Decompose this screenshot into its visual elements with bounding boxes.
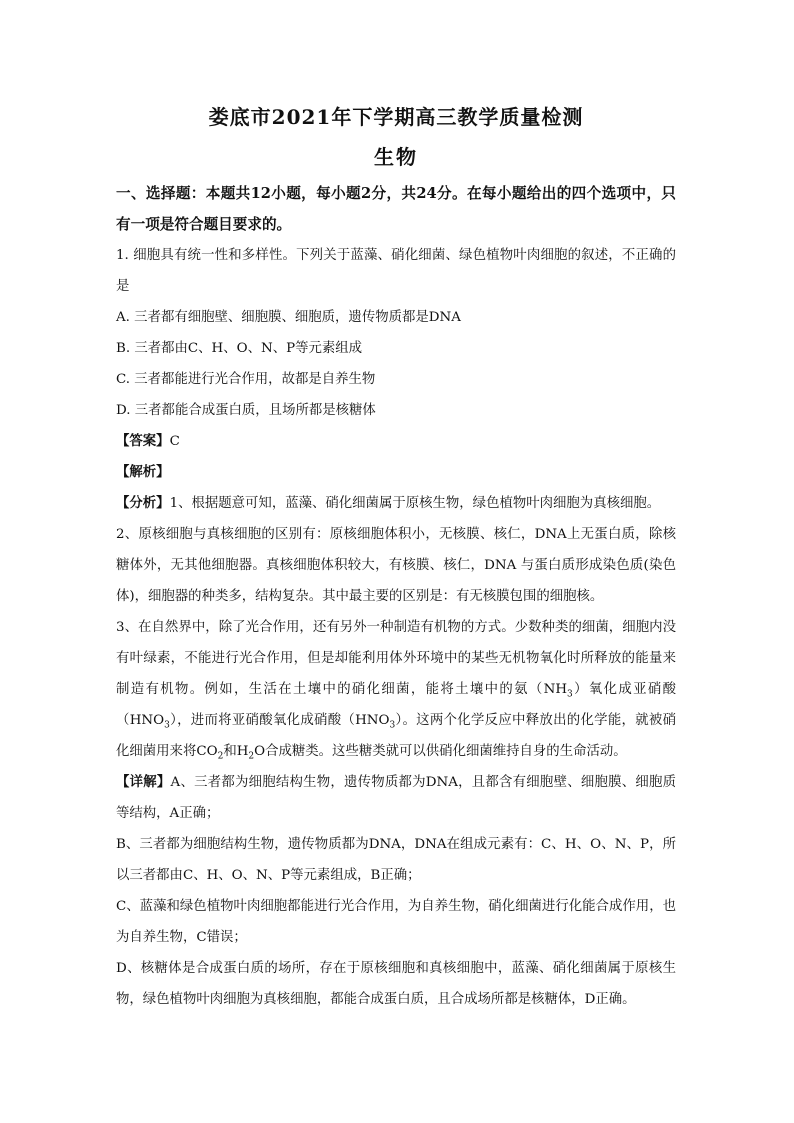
option-d: D. 三者都能合成蛋白质，且场所都是核糖体 (116, 403, 376, 418)
document-content (116, 102, 676, 1015)
answer-value: C (169, 434, 180, 449)
analysis-tag-line (116, 457, 676, 488)
detail-b: B、三者都为细胞结构生物，遗传物质都为DNA，DNA在组成元素有：C、H、O、N、P，所以三者都由C、H、O、N、P等元素组成，B正确； (116, 837, 676, 883)
fenxi-3-part-c: ），进而将亚硝酸氧化成硝酸（HNO (169, 713, 390, 728)
fenxi-point-1 (116, 488, 676, 519)
analysis-tag: 【解析】 (116, 464, 170, 480)
subscript: 3 (389, 720, 396, 731)
section-heading: 一、选择题：本题共12小题，每小题2分，共24分。在每小题给出的四个选项中，只有一项是符合题目要求的。 (116, 185, 676, 233)
option-c: C. 三者都能进行光合作用，故都是自养生物 (116, 372, 376, 387)
subscript: 3 (567, 689, 573, 700)
answer-tag: 【答案】 (116, 433, 170, 449)
fenxi-3-part-f: O合成糖类。这些糖类就可以供硝化细菌维持自身的生命活动。 (254, 744, 627, 759)
fenxi-3-part-b: ）氧化成亚硝酸（HNO (116, 682, 676, 728)
subscript: 2 (248, 751, 255, 762)
option-b: B. 三者都由C、H、O、N、P等元素组成 (116, 341, 363, 356)
exam-subject: 生物 (374, 145, 418, 169)
detail-c: C、蓝藻和绿色植物叶肉细胞都能进行光合作用，为自养生物，硝化细菌进行化能合成作用，也为自养生物，C错误； (116, 899, 676, 945)
fenxi-3-part-d: ）。这两个化学反应中释放出的化学能，就被硝化细菌用来将CO (116, 713, 677, 759)
xiangjie-tag: 【详解】 (116, 774, 171, 790)
detail-d: D、核糖体是合成蛋白质的场所，存在于原核细胞和真核细胞中，蓝藻、硝化细菌属于原核生物，绿色植物叶肉细胞为真核细胞，都能合成蛋白质，且合成场所都是核糖体，D正确。 (116, 961, 676, 1007)
subscript: 2 (217, 751, 224, 762)
fenxi-tag: 【分析】 (116, 495, 170, 511)
question-stem: 1. 细胞具有统一性和多样性。下列关于蓝藻、硝化细菌、绿色植物叶肉细胞的叙述，不正确的是 (116, 248, 676, 294)
answer-line (116, 426, 676, 457)
subscript: 3 (164, 720, 170, 731)
option-a: A. 三者都有细胞壁、细胞膜、细胞质，遗传物质都是DNA (116, 310, 461, 325)
fenxi-3-part-e: 和H (223, 744, 249, 759)
fenxi-point-3 (116, 612, 676, 767)
fenxi-point-2: 2、原核细胞与真核细胞的区别有：原核细胞体积小，无核膜、核仁，DNA上无蛋白质，除核糖体外，无其他细胞器。真核细胞体积较大，有核膜、核仁，DNA 与蛋白质形成染色质(染色体)，细胞器的种类多，结构复杂。其中最主要的区别是：有无核膜包围的细胞核。 (116, 527, 676, 604)
fenxi-3-part-a: 3、在自然界中，除了光合作用，还有另外一种制造有机物的方式。少数种类的细菌，细胞内没有叶绿素，不能进行光合作用，但是却能利用体外环境中的某些无机物氧化时所释放的能量来制造有机物。例如，生活在土壤中的硝化细菌，能将土壤中的氨（NH (116, 620, 676, 697)
exam-title: 娄底市2021年下学期高三教学质量检测 (208, 105, 584, 129)
detail-a (116, 767, 676, 829)
fenxi-text-1: 1、根据题意可知，蓝藻、硝化细菌属于原核生物，绿色植物叶肉细胞为真核细胞。 (169, 496, 661, 511)
detail-a-text: A、三者都为细胞结构生物，遗传物质都为DNA，且都含有细胞壁、细胞膜、细胞质等结构，A正确； (116, 775, 677, 821)
